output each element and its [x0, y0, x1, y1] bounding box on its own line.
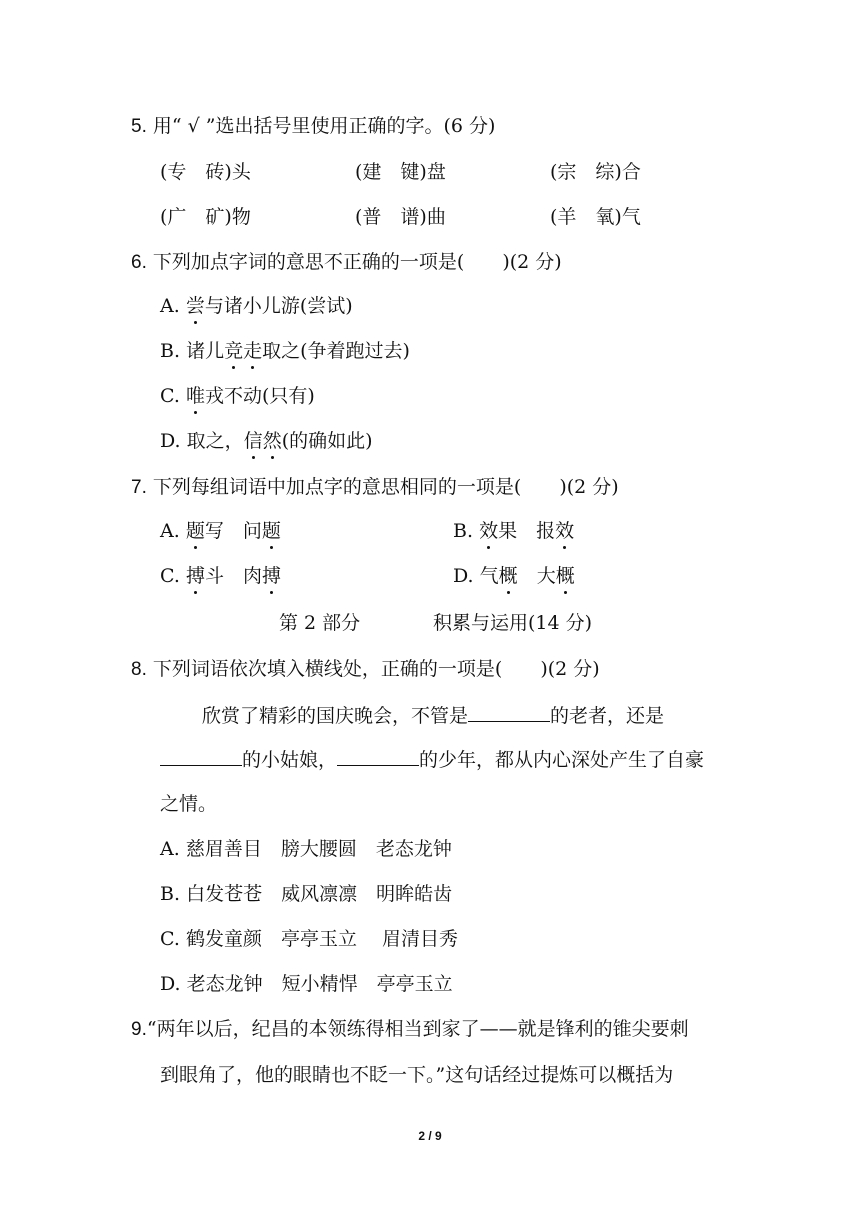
- q7-text: 下列每组词语中加点字的意思相同的一项是( )(2 分): [152, 476, 619, 498]
- q8-option-b: [160, 882, 452, 906]
- q6-stem: [131, 250, 562, 275]
- passage-text: 欣赏了精彩的国庆晚会，不管是: [202, 705, 469, 727]
- q7-option-d: [453, 564, 575, 588]
- q6-option-a: [160, 294, 353, 318]
- section-part: 第 2 部分: [279, 612, 361, 634]
- word-part: 果: [498, 520, 518, 542]
- option-letter: A.: [160, 520, 180, 542]
- option-text: 戎不动(只有): [204, 385, 315, 407]
- option-text: 取之，: [186, 430, 244, 452]
- option-letter: D.: [160, 430, 181, 452]
- option-text: 取之(争着跑过去): [262, 340, 410, 362]
- q9-text: “两年以后，纪昌的本领练得相当到家了——就是锋利的锥尖要刺: [146, 1018, 689, 1040]
- word-part: 报: [536, 520, 556, 542]
- option-text: 诸儿: [186, 340, 225, 362]
- fill-blank-3[interactable]: [337, 747, 419, 766]
- passage-text: 的少年，都从内心深处产生了自豪: [419, 749, 705, 771]
- q6-option-b: [160, 339, 410, 363]
- section-title: 积累与运用(14 分): [433, 612, 593, 634]
- dotted-char: 竞: [224, 340, 244, 362]
- dotted-char: 题: [185, 520, 205, 542]
- q8-passage-line-2: [160, 747, 704, 772]
- word-part: 斗: [204, 565, 224, 587]
- option-letter: A.: [160, 838, 180, 860]
- q7-option-a: [160, 519, 281, 543]
- q6-option-d: [160, 429, 373, 453]
- page-number: 2 / 9: [418, 1129, 442, 1143]
- q6-option-c: [160, 384, 315, 408]
- dotted-char: 效: [555, 520, 575, 542]
- q6-number: 6.: [131, 252, 147, 273]
- q5-item-1: (专 砖)头: [160, 161, 251, 183]
- dotted-char: 搏: [185, 565, 205, 587]
- fill-blank-2[interactable]: [160, 747, 242, 766]
- word-part: 问: [242, 520, 262, 542]
- passage-text: 的老者，还是: [550, 705, 665, 727]
- q8-number: 8.: [131, 659, 147, 680]
- q5-item-6: (羊 氧)气: [550, 206, 641, 228]
- q9-line-1: [131, 1017, 689, 1042]
- option-text: 与诸小儿游(尝试): [204, 295, 353, 317]
- option-text: 慈眉善目 膀大腰圆 老态龙钟: [185, 838, 452, 860]
- dotted-char: 唯: [185, 385, 205, 407]
- dotted-char: 题: [261, 520, 281, 542]
- option-text: 鹤发童颜 亭亭玉立 眉清目秀: [185, 928, 458, 950]
- option-letter: B.: [453, 520, 474, 542]
- option-letter: B.: [160, 340, 181, 362]
- dotted-char: 然: [262, 430, 282, 452]
- option-letter: C.: [160, 385, 180, 407]
- word-part: 气: [479, 565, 499, 587]
- q5-item-2: (建 键)盘: [355, 161, 446, 183]
- q8-passage-line-3: 之情。: [160, 793, 218, 815]
- q5-item-5: (普 谱)曲: [355, 206, 446, 228]
- dotted-char: 效: [479, 520, 499, 542]
- q7-option-c: [160, 564, 281, 588]
- word-part: 大: [536, 565, 556, 587]
- option-text: 老态龙钟 短小精悍 亭亭玉立: [186, 973, 453, 995]
- q5-item-3: (宗 综)合: [550, 161, 641, 183]
- passage-text: 的小姑娘，: [242, 749, 338, 771]
- option-letter: A.: [160, 295, 180, 317]
- option-text: 白发苍苍 威风凛凛 明眸皓齿: [186, 883, 453, 905]
- dotted-char: 概: [498, 565, 518, 587]
- q6-text: 下列加点字词的意思不正确的一项是( )(2 分): [152, 251, 562, 273]
- q8-option-d: [160, 972, 453, 996]
- q7-option-b: [453, 519, 574, 543]
- q5-text: 用“ √ ”选出括号里使用正确的字。(6 分): [152, 115, 496, 137]
- dotted-char: 走: [243, 340, 263, 362]
- word-part: 肉: [243, 565, 263, 587]
- q9-line-2: 到眼角了，他的眼睛也不眨一下。”这句话经过提炼可以概括为: [160, 1064, 674, 1086]
- option-letter: C.: [160, 565, 180, 587]
- word-part: 写: [204, 520, 224, 542]
- q9-number: 9.: [131, 1019, 147, 1040]
- option-letter: D.: [160, 973, 181, 995]
- dotted-char: 信: [243, 430, 263, 452]
- q8-text: 下列词语依次填入横线处，正确的一项是( )(2 分): [152, 658, 600, 680]
- option-letter: D.: [453, 565, 474, 587]
- q8-option-c: [160, 927, 458, 951]
- fill-blank-1[interactable]: [468, 703, 550, 722]
- option-letter: C.: [160, 928, 180, 950]
- dotted-char: 尝: [185, 295, 205, 317]
- q7-stem: [131, 475, 619, 500]
- dotted-char: 搏: [262, 565, 282, 587]
- q7-number: 7.: [131, 477, 147, 498]
- dotted-char: 概: [555, 565, 575, 587]
- q8-passage-line-1: [202, 703, 664, 728]
- option-text: (的确如此): [281, 430, 373, 452]
- q8-stem: [131, 657, 600, 682]
- q8-option-a: [160, 837, 452, 861]
- option-letter: B.: [160, 883, 181, 905]
- q5-item-4: (广 矿)物: [160, 206, 251, 228]
- q5-number: 5.: [131, 116, 147, 137]
- q5-stem: [131, 114, 495, 139]
